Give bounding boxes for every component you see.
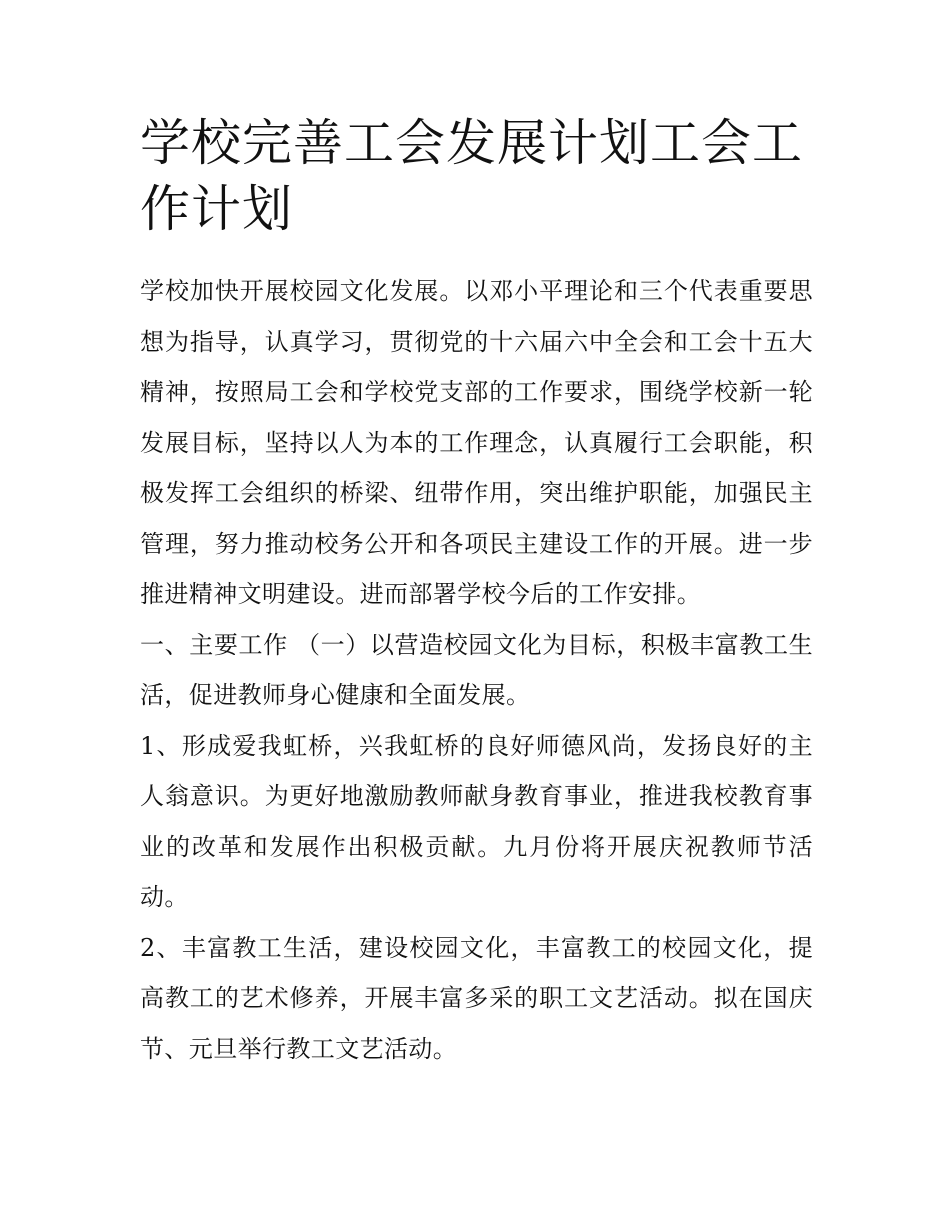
document-title: 学校完善工会发展计划工会工作计划 (140, 114, 803, 238)
paragraph-item-1: 1、形成爱我虹桥，兴我虹桥的良好师德风尚，发扬良好的主人翁意识。为更好地激励教师献身教育事业，推进我校教育事业的改革和发展作出积极贡献。九月份将开展庆祝教师节活动。 (140, 731, 813, 911)
paragraph-intro: 学校加快开展校园文化发展。以邓小平理论和三个代表重要思想为指导，认真学习，贯彻党的十六届六中全会和工会十五大精神，按照局工会和学校党支部的工作要求，围绕学校新一轮发展目标，坚持以人为本的工作理念，认真履行工会职能，积极发挥工会组织的桥梁、纽带作用，突出维护职能，加强民主管理，努力推动校务公开和各项民主建设工作的开展。进一步推进精神文明建设。进而部署学校今后的工作安排。 (140, 277, 813, 608)
paragraph-item-2: 2、丰富教工生活，建设校园文化，丰富教工的校园文化，提高教工的艺术修养，开展丰富多采的职工文艺活动。拟在国庆节、元旦举行教工文艺活动。 (140, 933, 813, 1063)
paragraph-section-1: 一、主要工作 （一）以营造校园文化为目标，积极丰富教工生活，促进教师身心健康和全面发展。 (140, 630, 813, 709)
